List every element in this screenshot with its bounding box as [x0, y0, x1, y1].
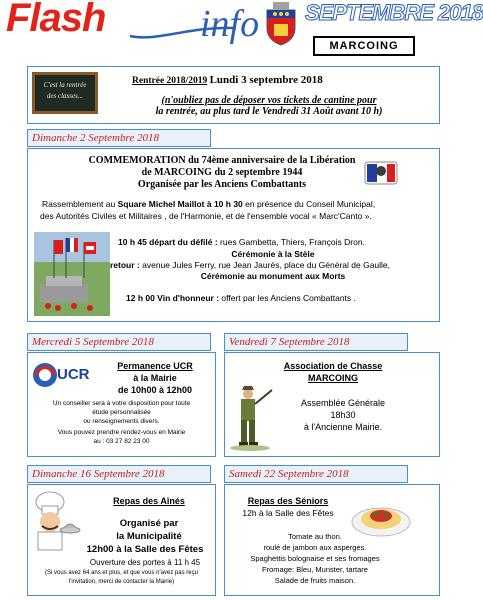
header-dimanche-2: Dimanche 2 Septembre 2018	[27, 129, 211, 147]
commemoration-title-3: Organisée par les Anciens Combattants	[137, 179, 307, 190]
memorial-photo	[34, 232, 110, 316]
aines-line-1: Organisé par	[119, 518, 179, 529]
menu-item-3: Spaghettis bolognaise et ses fromages	[250, 554, 380, 563]
rentree-year: Rentrée 2018/2019	[132, 76, 208, 86]
aines-line-6: l'invitation, merci de contacter la Mairie)	[68, 579, 175, 585]
rassemblement-text-2: en présence du Conseil Municipal,	[242, 199, 376, 209]
retour-line	[110, 260, 390, 270]
ucr-text-3: ou renseignements divers.	[83, 418, 160, 425]
retour-label: retour :	[110, 260, 140, 270]
defile-time: 10 h 45 départ du défilé :	[118, 237, 218, 247]
rentree-date: Lundi 3 septembre 2018	[209, 74, 323, 86]
aines-title: Repas des Aînés	[113, 496, 185, 506]
info-title: info	[200, 3, 260, 45]
town-badge: MARCOING	[313, 36, 415, 56]
menu-item-5: Salade de fruits maison.	[274, 576, 356, 585]
chef-image	[30, 490, 82, 552]
header-samedi-22: Samedi 22 Septembre 2018	[224, 465, 408, 483]
vin-honneur-text: offert par les Anciens Combattants .	[219, 293, 356, 303]
ucr-hours: de 10h00 à 12h00	[117, 385, 193, 395]
ucr-text-2: étude personnalisée	[92, 409, 151, 416]
commemoration-title-2: de MARCOING du 2 septembre 1944	[141, 167, 303, 178]
header-dimanche-16: Dimanche 16 Septembre 2018	[27, 465, 211, 483]
ucr-text-1: Un conseiller sera à votre disposition pour toute	[52, 400, 191, 407]
menu-item-1: Tomate au thon.	[288, 532, 342, 541]
hunter-image	[226, 384, 274, 452]
commemoration-title-1: COMMEMORATION du 74ème anniversaire de la Libération	[88, 155, 356, 166]
chalkboard-line-2: des classes...	[46, 92, 84, 100]
menu-item-4: Fromage: Bleu, Munster, tartare	[262, 565, 368, 574]
aines-line-5: (Si vous avez 64 ans et plus, et que vous n'avez pas reçu	[45, 570, 198, 576]
retour-route: avenue Jules Ferry, rue Jean Jaurès, place du Général de Gaulle,	[139, 260, 391, 270]
seniors-title: Repas des Séniors	[247, 496, 329, 506]
soldier-flag-icon	[363, 158, 399, 188]
aines-line-2: la Municipalité	[116, 531, 182, 542]
aines-line-4: Ouverture des portes à 11 h 45	[89, 558, 201, 567]
defile-route: rues Gambetta, Thiers, François Dron.	[217, 237, 365, 247]
coat-of-arms-icon	[263, 2, 299, 46]
stele-line: Cérémonie à la Stèle	[231, 249, 315, 259]
rassemblement-line-1	[42, 199, 375, 209]
ucr-text-4: Vous pouvez prendre rendez-vous en Mairie	[57, 429, 186, 436]
rentree-line-1	[132, 74, 323, 86]
chalkboard-line-1: C'est la rentrée	[43, 81, 87, 89]
chasse-title-2: MARCOING	[308, 373, 358, 383]
ucr-phone: au : 03 27 82 23 00	[93, 438, 150, 445]
chasse-title-1: Association de Chasse	[283, 361, 383, 371]
header-mercredi-5: Mercredi 5 Septembre 2018	[27, 333, 211, 351]
chasse-time: 18h30	[330, 410, 356, 420]
rentree-line-3: la rentrée, au plus tard le Vendredi 31 Août avant 10 h)	[155, 106, 383, 117]
month-title: SEPTEMBRE 2018	[305, 0, 483, 25]
vin-honneur-time: 12 h 00 Vin d'honneur :	[126, 293, 220, 303]
defile-line	[118, 237, 365, 247]
chasse-ag: Assemblée Générale	[300, 398, 386, 408]
flash-title: Flash	[6, 0, 106, 40]
menu-item-2: roulé de jambon aux asperges.	[263, 543, 367, 552]
ucr-logo-text: UCR	[57, 366, 90, 383]
header-vendredi-7: Vendredi 7 Septembre 2018	[224, 333, 408, 351]
monument-line: Cérémonie au monument aux Morts	[200, 271, 346, 281]
rassemblement-text: Rassemblement au	[42, 199, 118, 209]
seniors-place: 12h à la Salle des Fêtes	[242, 508, 334, 518]
ucr-title: Permanence UCR	[117, 361, 193, 371]
rassemblement-line-2: des Autorités Civiles et Militaires , de l'Harmonie, et de l'ensemble vocal « Marc'Canto ».	[40, 211, 372, 221]
ucr-location: à la Mairie	[133, 373, 177, 383]
chasse-place: à l'Ancienne Mairie.	[303, 422, 383, 432]
chalkboard-image	[32, 72, 98, 114]
vin-honneur-line	[126, 293, 356, 303]
rentree-line-2: (n'oubliez pas de déposer vos tickets de cantine pour	[161, 95, 377, 106]
rassemblement-place: Square Michel Maillot à 10 h 30	[117, 199, 243, 209]
aines-line-3: 12h00 à la Salle des Fêtes	[86, 544, 204, 555]
